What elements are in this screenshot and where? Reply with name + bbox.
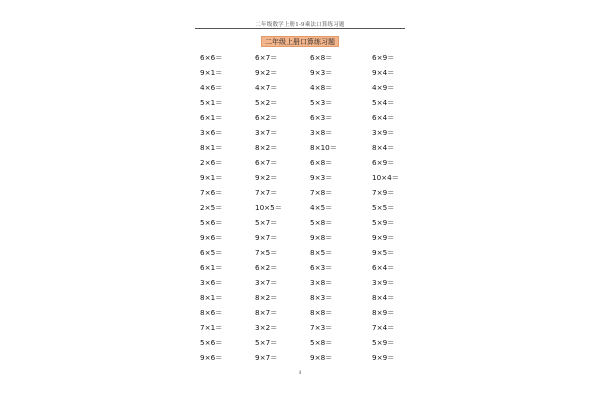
problem-cell: 6×8＝ bbox=[310, 158, 333, 167]
problem-cell: 3×9＝ bbox=[372, 128, 395, 137]
problem-cell: 7×5＝ bbox=[255, 248, 278, 257]
problem-cell: 7×6＝ bbox=[200, 188, 223, 197]
problem-cell: 6×4＝ bbox=[372, 263, 395, 272]
problem-cell: 9×2＝ bbox=[255, 68, 278, 77]
problem-cell: 8×4＝ bbox=[372, 143, 395, 152]
problem-cell: 3×7＝ bbox=[255, 128, 278, 137]
problem-cell: 6×7＝ bbox=[255, 158, 278, 167]
problem-cell: 9×3＝ bbox=[310, 68, 333, 77]
problem-cell: 4×8＝ bbox=[310, 83, 333, 92]
problem-cell: 9×1＝ bbox=[200, 68, 223, 77]
problem-cell: 2×6＝ bbox=[200, 158, 223, 167]
page-number: 4 bbox=[298, 370, 302, 375]
problem-cell: 8×7＝ bbox=[255, 308, 278, 317]
problem-cell: 9×9＝ bbox=[372, 353, 395, 362]
problem-cell: 3×8＝ bbox=[310, 128, 333, 137]
problem-cell: 8×1＝ bbox=[200, 293, 223, 302]
problem-cell: 5×3＝ bbox=[310, 98, 333, 107]
problem-cell: 3×8＝ bbox=[310, 278, 333, 287]
problem-cell: 8×4＝ bbox=[372, 293, 395, 302]
problem-cell: 6×1＝ bbox=[200, 263, 223, 272]
problem-cell: 6×9＝ bbox=[372, 53, 395, 62]
problem-cell: 9×8＝ bbox=[310, 353, 333, 362]
problem-cell: 7×3＝ bbox=[310, 323, 333, 332]
problem-cell: 6×2＝ bbox=[255, 113, 278, 122]
problem-cell: 9×1＝ bbox=[200, 173, 223, 182]
problem-cell: 9×3＝ bbox=[310, 173, 333, 182]
problem-cell: 10×5＝ bbox=[255, 203, 282, 212]
problem-cell: 3×6＝ bbox=[200, 278, 223, 287]
problem-cell: 10×4＝ bbox=[372, 173, 399, 182]
problem-cell: 6×2＝ bbox=[255, 263, 278, 272]
problem-cell: 3×7＝ bbox=[255, 278, 278, 287]
problem-cell: 9×7＝ bbox=[255, 353, 278, 362]
problem-cell: 5×6＝ bbox=[200, 218, 223, 227]
problem-cell: 5×6＝ bbox=[200, 338, 223, 347]
problem-cell: 7×9＝ bbox=[372, 188, 395, 197]
problem-cell: 3×2＝ bbox=[255, 323, 278, 332]
problem-cell: 5×5＝ bbox=[372, 203, 395, 212]
problem-cell: 5×7＝ bbox=[255, 218, 278, 227]
problem-cell: 6×5＝ bbox=[200, 248, 223, 257]
problem-cell: 3×6＝ bbox=[200, 128, 223, 137]
problem-cell: 5×9＝ bbox=[372, 338, 395, 347]
problem-cell: 4×7＝ bbox=[255, 83, 278, 92]
problem-cell: 6×4＝ bbox=[372, 113, 395, 122]
problem-cell: 6×3＝ bbox=[310, 113, 333, 122]
problem-cell: 9×5＝ bbox=[372, 248, 395, 257]
problem-cell: 8×6＝ bbox=[200, 308, 223, 317]
problem-cell: 9×4＝ bbox=[372, 68, 395, 77]
problem-grid bbox=[200, 50, 410, 365]
problem-cell: 5×2＝ bbox=[255, 98, 278, 107]
problem-cell: 8×2＝ bbox=[255, 293, 278, 302]
problem-cell: 8×5＝ bbox=[310, 248, 333, 257]
problem-cell: 9×6＝ bbox=[200, 233, 223, 242]
problem-cell: 8×10＝ bbox=[310, 143, 337, 152]
problem-cell: 8×1＝ bbox=[200, 143, 223, 152]
problem-cell: 8×2＝ bbox=[255, 143, 278, 152]
problem-cell: 7×8＝ bbox=[310, 188, 333, 197]
problem-cell: 4×9＝ bbox=[372, 83, 395, 92]
sheet-title: 二年级上册口算练习题 bbox=[261, 36, 339, 47]
problem-cell: 7×1＝ bbox=[200, 323, 223, 332]
problem-cell: 7×7＝ bbox=[255, 188, 278, 197]
problem-cell: 6×3＝ bbox=[310, 263, 333, 272]
problem-cell: 6×8＝ bbox=[310, 53, 333, 62]
problem-cell: 5×8＝ bbox=[310, 338, 333, 347]
problem-cell: 6×6＝ bbox=[200, 53, 223, 62]
problem-cell: 5×7＝ bbox=[255, 338, 278, 347]
problem-cell: 8×8＝ bbox=[310, 308, 333, 317]
problem-cell: 5×8＝ bbox=[310, 218, 333, 227]
problem-cell: 9×6＝ bbox=[200, 353, 223, 362]
problem-cell: 2×5＝ bbox=[200, 203, 223, 212]
running-header: 二年级数学上册1-9乘法口算练习题 bbox=[255, 22, 345, 28]
problem-cell: 3×9＝ bbox=[372, 278, 395, 287]
problem-cell: 7×4＝ bbox=[372, 323, 395, 332]
problem-cell: 9×2＝ bbox=[255, 173, 278, 182]
problem-cell: 9×9＝ bbox=[372, 233, 395, 242]
problem-cell: 5×9＝ bbox=[372, 218, 395, 227]
problem-cell: 9×7＝ bbox=[255, 233, 278, 242]
problem-cell: 8×3＝ bbox=[310, 293, 333, 302]
problem-cell: 5×4＝ bbox=[372, 98, 395, 107]
problem-cell: 4×6＝ bbox=[200, 83, 223, 92]
problem-cell: 4×5＝ bbox=[310, 203, 333, 212]
header-rule bbox=[195, 28, 405, 29]
problem-cell: 9×8＝ bbox=[310, 233, 333, 242]
problem-cell: 6×9＝ bbox=[372, 158, 395, 167]
problem-cell: 6×7＝ bbox=[255, 53, 278, 62]
problem-cell: 5×1＝ bbox=[200, 98, 223, 107]
problem-cell: 8×9＝ bbox=[372, 308, 395, 317]
problem-cell: 6×1＝ bbox=[200, 113, 223, 122]
